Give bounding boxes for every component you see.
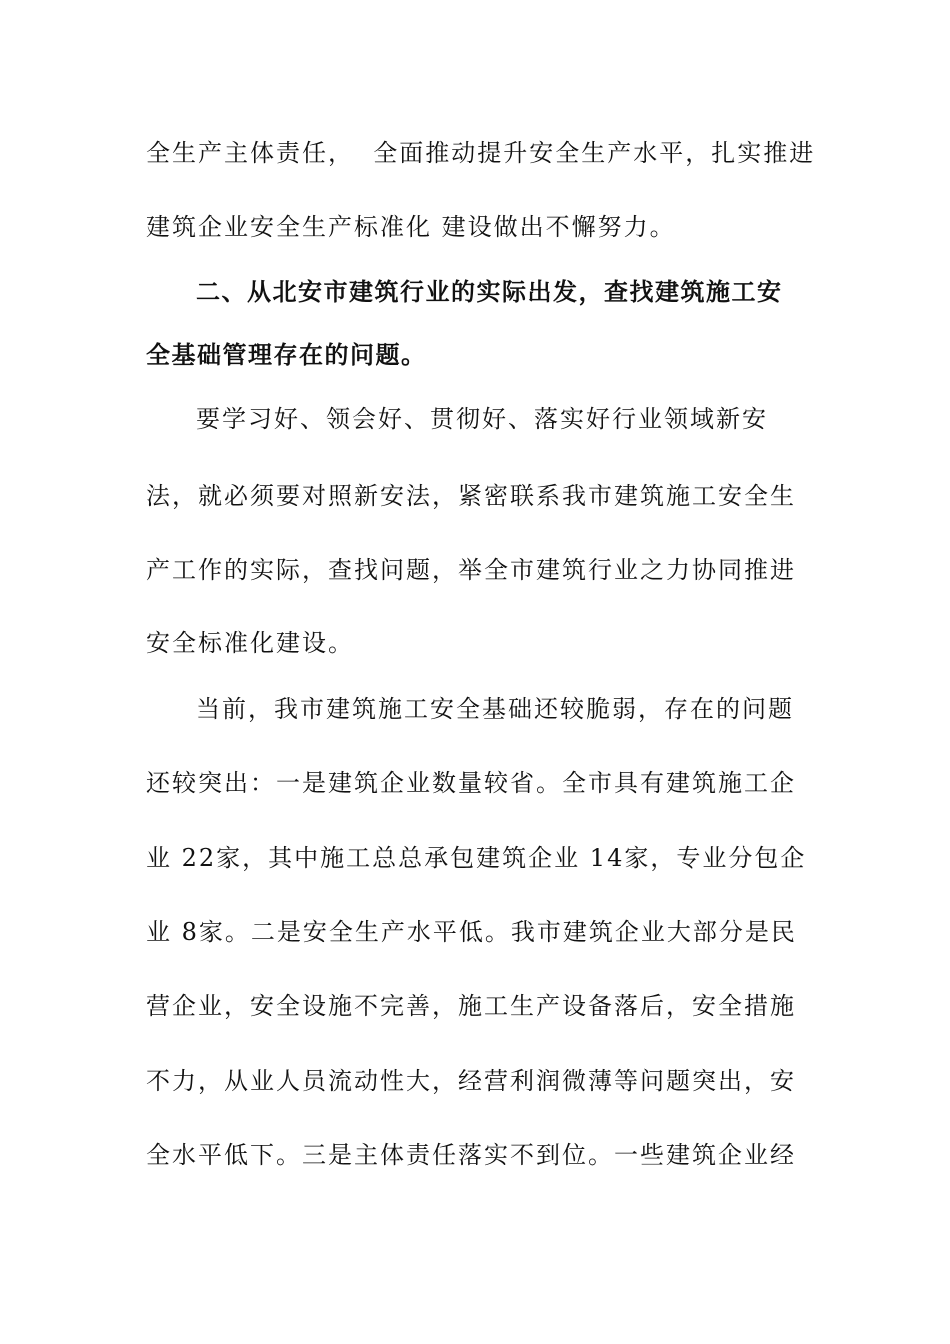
paragraph-line: 全水平低下。三是主体责任落实不到位。一些建筑企业经	[146, 1141, 796, 1169]
section-heading-line: 全基础管理存在的问题。	[146, 341, 427, 369]
paragraph-line: 要学习好、领会好、贯彻好、落实好行业领域新安	[196, 405, 768, 433]
paragraph-line: 全生产主体责任， 全面推动提升安全生产水平，扎实推进	[146, 139, 816, 167]
paragraph-line: 安全标准化建设。	[146, 629, 354, 657]
paragraph-line: 当前，我市建筑施工安全基础还较脆弱，存在的问题	[196, 695, 794, 723]
section-heading-line: 二、从北安市建筑行业的实际出发，查找建筑施工安	[196, 278, 783, 306]
paragraph-line: 业 22家，其中施工总总承包建筑企业 14家，专业分包企	[146, 844, 807, 872]
paragraph-line: 还较突出：一是建筑企业数量较省。全市具有建筑施工企	[146, 769, 796, 797]
paragraph-line: 营企业，安全设施不完善，施工生产设备落后，安全措施	[146, 992, 796, 1020]
paragraph-line: 建筑企业安全生产标准化 建设做出不懈努力。	[146, 213, 676, 241]
paragraph-line: 业 8家。二是安全生产水平低。我市建筑企业大部分是民	[146, 918, 797, 946]
paragraph-line: 法，就必须要对照新安法，紧密联系我市建筑施工安全生	[146, 482, 796, 510]
paragraph-line: 不力，从业人员流动性大，经营利润微薄等问题突出，安	[146, 1067, 796, 1095]
paragraph-line: 产工作的实际，查找问题，举全市建筑行业之力协同推进	[146, 556, 796, 584]
